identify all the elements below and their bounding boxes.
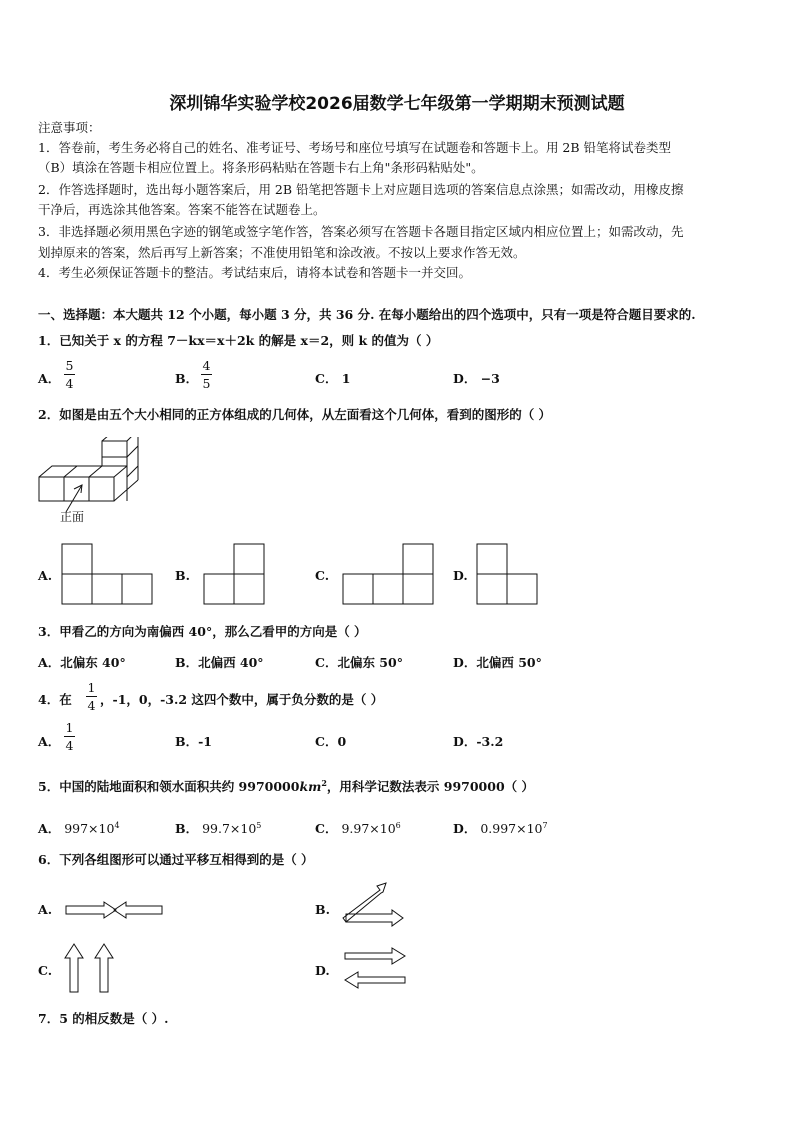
notice-heading: 注意事项：	[38, 120, 101, 135]
q5-option-d-exponent: 7	[542, 821, 548, 830]
q3-option-a: A．北偏东 40°	[38, 655, 126, 670]
q4-option-a-fraction	[64, 720, 75, 753]
q1-option-a-label: A．	[38, 371, 61, 386]
denominator: 4	[65, 376, 74, 391]
notice-line: 2．作答选择题时，选出每小题答案后，用 2B 铅笔把答题卡上对应题目选项的答案信息点涂黑；如需改动，用橡皮擦	[38, 182, 684, 197]
notice-line: 1．答卷前，考生务必将自己的姓名、准考证号、考场号和座位号填写在试题卷和答题卡上。用 2B 铅笔将试卷类型	[38, 140, 672, 155]
q5-option-c-label: C．	[315, 821, 338, 837]
q6-option-d-arrows	[342, 944, 408, 992]
numerator: 4	[202, 358, 211, 373]
question-2-stem: 2．如图是由五个大小相同的正方体组成的几何体，从左面看这个几何体，看到的图形的（ ）	[38, 407, 552, 422]
page-title: 深圳锦华实验学校2026届数学七年级第一学期期末预测试题	[169, 94, 625, 114]
question-7-stem: 7．5 的相反数是（ ）.	[38, 1011, 169, 1026]
q2-option-d-view	[476, 543, 538, 605]
q1-option-b-label: B．	[175, 371, 199, 386]
denominator: 5	[202, 376, 211, 391]
q5-option-a-label: A．	[38, 821, 61, 837]
q6-option-a-arrows	[64, 897, 166, 923]
q1-option-a-fraction	[64, 358, 75, 391]
q5-option-d	[453, 818, 548, 837]
q4-option-a-label: A．	[38, 734, 61, 749]
q5-option-b-label: B．	[175, 821, 199, 837]
q5-option-a-base: 997×10	[64, 821, 115, 837]
q6-option-c-label: C.	[38, 963, 53, 978]
q2-solid-figure	[38, 437, 140, 527]
question-4-stem-post: ，-1，0，-3.2 这四个数中，属于负分数的是（ ）	[100, 692, 384, 707]
q3-option-b: B．北偏西 40°	[175, 655, 264, 670]
q2-option-a-label: A.	[38, 568, 53, 583]
denominator: 4	[65, 738, 74, 753]
q1-option-b-fraction	[201, 358, 212, 391]
q4-option-b: B．-1	[175, 734, 212, 749]
question-6-stem: 6．下列各组图形可以通过平移互相得到的是（ ）	[38, 852, 314, 867]
numerator: 1	[65, 720, 74, 735]
q5-option-b-exponent: 5	[256, 821, 262, 830]
q2-option-d-label: D.	[453, 568, 468, 583]
q6-option-d-label: D.	[315, 963, 330, 978]
q5-stem-pre: 5．中国的陆地面积和领水面积共约 9970000	[38, 779, 300, 795]
notice-line: 3．非选择题必须用黑色字迹的钢笔或签字笔作答，答案必须写在答题卡各题目指定区域内相应位置上；如需改动，先	[38, 224, 684, 239]
denominator: 4	[87, 698, 96, 713]
q5-option-d-base: 0.997×10	[480, 821, 543, 837]
q5-option-d-label: D．	[453, 821, 477, 837]
notice-line: 4．考生必须保证答题卡的整洁。考试结束后，请将本试卷和答题卡一并交回。	[38, 265, 471, 280]
q5-stem-post: ，用科学记数法表示 9970000（ ）	[326, 779, 534, 795]
q2-option-c-label: C.	[315, 568, 330, 583]
notice-line: 干净后，再选涂其他答案。答案不能答在试题卷上。	[38, 202, 326, 217]
q4-stem-fraction	[86, 680, 97, 713]
q2-option-c-view	[342, 543, 434, 605]
q2-option-b-label: B.	[175, 568, 190, 583]
q6-option-b-label: B.	[315, 902, 330, 917]
q2-front-label: 正面	[60, 510, 85, 524]
q2-option-b-view	[203, 543, 265, 605]
q5-unit-exponent: 2	[321, 778, 327, 788]
question-4-stem-pre: 4．在	[38, 692, 72, 707]
q5-option-a-exponent: 4	[114, 821, 120, 830]
question-5-stem	[38, 775, 534, 795]
q5-option-b-base: 99.7×10	[202, 821, 257, 837]
q5-unit: km	[299, 779, 322, 795]
q5-option-c-base: 9.97×10	[341, 821, 396, 837]
q3-option-c: C．北偏东 50°	[315, 655, 403, 670]
question-3-stem: 3．甲看乙的方向为南偏西 40°，那么乙看甲的方向是（ ）	[38, 624, 367, 639]
q6-option-b-arrows	[340, 880, 406, 930]
q6-option-c-arrows	[62, 942, 122, 994]
q2-option-a-view	[61, 543, 153, 605]
notice-line: 划掉原来的答案，然后再写上新答案；不准使用铅笔和涂改液。不按以上要求作答无效。	[38, 245, 526, 260]
q1-option-d: D． −3	[453, 371, 500, 386]
numerator: 1	[87, 680, 96, 695]
q5-option-c-exponent: 6	[395, 821, 401, 830]
q1-option-c: C． 1	[315, 371, 351, 386]
section-heading: 一、选择题：本大题共 12 个小题，每小题 3 分，共 36 分. 在每小题给出的四个选项中，只有一项是符合题目要求的.	[38, 307, 696, 322]
q5-option-b	[175, 818, 261, 837]
q5-option-c	[315, 818, 401, 837]
numerator: 5	[65, 358, 74, 373]
q3-option-d: D．北偏西 50°	[453, 655, 542, 670]
q5-option-a	[38, 818, 120, 837]
question-1-stem: 1．已知关于 x 的方程 7－kx＝x＋2k 的解是 x＝2，则 k 的值为（ ）	[38, 333, 439, 348]
q4-option-c: C．0	[315, 734, 347, 749]
notice-line: （B）填涂在答题卡相应位置上。将条形码粘贴在答题卡右上角"条形码粘贴处"。	[38, 160, 484, 175]
q4-option-d: D．-3.2	[453, 734, 504, 749]
q6-option-a-label: A.	[38, 902, 53, 917]
